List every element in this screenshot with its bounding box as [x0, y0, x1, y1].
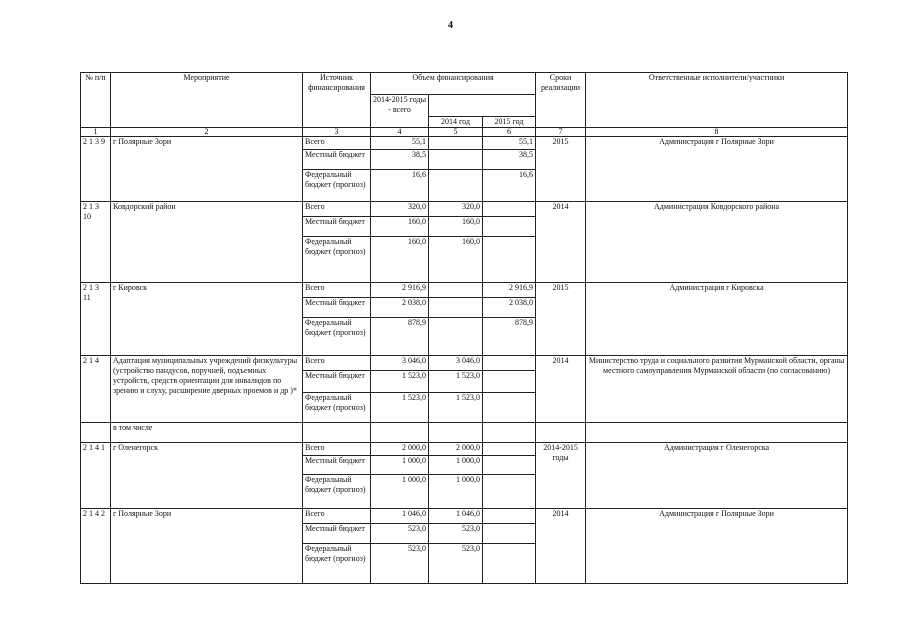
- table-row: [81, 137, 848, 150]
- row-responsible: Министерство труда и социального развития Мурманской области, органы местного самоуправления Мурманской области (по согласованию): [586, 356, 848, 423]
- value-total: 2 038,0: [371, 298, 429, 318]
- row-number: 2 1 3 10: [81, 202, 111, 283]
- value-2015: [483, 443, 536, 456]
- value-2015: [483, 456, 536, 475]
- source-total: Всего: [303, 137, 371, 150]
- value-2015: [483, 544, 536, 584]
- value-total: 160,0: [371, 237, 429, 283]
- value-total: 3 046,0: [371, 356, 429, 371]
- source-total: Всего: [303, 356, 371, 371]
- col-number: 3: [303, 128, 371, 137]
- value-2015: 38,5: [483, 150, 536, 170]
- row-event: Адаптация муниципальных учреждений физкультуры (устройство пандусов, поручней, подъемных устройств, средств ориентации для инвалидов по зрению и слуху, расширение дверных проемов и др )*: [111, 356, 303, 423]
- column-numbers-row: [81, 128, 848, 137]
- row-term: 2015: [536, 283, 586, 356]
- row-term: 2015: [536, 137, 586, 202]
- row-term: 2014: [536, 202, 586, 283]
- value-2015: 2 038,0: [483, 298, 536, 318]
- value-total: 1 046,0: [371, 509, 429, 524]
- col-number: 2: [111, 128, 303, 137]
- source-federal: Федеральный бюджет (прогноз): [303, 237, 371, 283]
- value-2015: [483, 217, 536, 237]
- value-2015: 55,1: [483, 137, 536, 150]
- source-local: Местный бюджет: [303, 217, 371, 237]
- table-row: [81, 356, 848, 371]
- source-total: Всего: [303, 283, 371, 298]
- value-2015: [483, 509, 536, 524]
- value-total: 320,0: [371, 202, 429, 217]
- value-2015: [483, 371, 536, 393]
- blank-cell: [303, 423, 371, 443]
- col-number: 6: [483, 128, 536, 137]
- header-funding: Объем финансирования: [371, 73, 536, 95]
- blank-cell: [483, 423, 536, 443]
- value-total: 38,5: [371, 150, 429, 170]
- header-event: Мероприятие: [111, 73, 303, 128]
- value-2014: 1 000,0: [429, 475, 483, 509]
- value-total: 160,0: [371, 217, 429, 237]
- source-local: Местный бюджет: [303, 298, 371, 318]
- value-2014: 3 046,0: [429, 356, 483, 371]
- col-number: 4: [371, 128, 429, 137]
- header-responsible: Ответственные исполнители/участники: [586, 73, 848, 128]
- page-number: 4: [448, 20, 453, 31]
- header-years-blank: [429, 95, 536, 117]
- value-2015: 2 916,9: [483, 283, 536, 298]
- value-2014: 523,0: [429, 524, 483, 544]
- value-2014: 1 000,0: [429, 456, 483, 475]
- value-2015: 16,6: [483, 170, 536, 202]
- value-2014: [429, 318, 483, 356]
- source-local: Местный бюджет: [303, 456, 371, 475]
- source-federal: Федеральный бюджет (прогноз): [303, 170, 371, 202]
- col-number: 7: [536, 128, 586, 137]
- row-event: г Оленегорск: [111, 443, 303, 509]
- row-event: г Полярные Зори: [111, 137, 303, 202]
- row-responsible: Администрация г Оленегорска: [586, 443, 848, 509]
- blank-cell: [81, 423, 111, 443]
- value-2014: 523,0: [429, 544, 483, 584]
- value-2014: [429, 137, 483, 150]
- value-2015: [483, 524, 536, 544]
- header-terms: Сроки реализации: [536, 73, 586, 128]
- row-number: 2 1 4: [81, 356, 111, 423]
- source-federal: Федеральный бюджет (прогноз): [303, 475, 371, 509]
- row-number: 2 1 4 1: [81, 443, 111, 509]
- row-term: 2014-2015 годы: [536, 443, 586, 509]
- source-total: Всего: [303, 443, 371, 456]
- table-row: [81, 443, 848, 456]
- row-number: 2 1 3 9: [81, 137, 111, 202]
- row-responsible: Администрация Ковдорского района: [586, 202, 848, 283]
- value-total: 878,9: [371, 318, 429, 356]
- header-total: 2014-2015 годы - всего: [371, 95, 429, 128]
- value-total: 1 523,0: [371, 371, 429, 393]
- source-federal: Федеральный бюджет (прогноз): [303, 393, 371, 423]
- blank-cell: [586, 423, 848, 443]
- value-2014: [429, 150, 483, 170]
- value-total: 1 000,0: [371, 456, 429, 475]
- value-2014: 160,0: [429, 237, 483, 283]
- value-2015: 878,9: [483, 318, 536, 356]
- value-2014: 2 000,0: [429, 443, 483, 456]
- source-local: Местный бюджет: [303, 150, 371, 170]
- row-term: 2014: [536, 509, 586, 584]
- header-2015: 2015 год: [483, 117, 536, 128]
- row-event: г Полярные Зори: [111, 509, 303, 584]
- source-local: Местный бюджет: [303, 524, 371, 544]
- row-responsible: Администрация г Полярные Зори: [586, 137, 848, 202]
- table-row: [81, 509, 848, 524]
- blank-cell: [429, 423, 483, 443]
- row-responsible: Администрация г Полярные Зори: [586, 509, 848, 584]
- col-number: 8: [586, 128, 848, 137]
- value-2014: 1 046,0: [429, 509, 483, 524]
- table-row: [81, 423, 848, 443]
- funding-table: [80, 72, 848, 584]
- value-total: 523,0: [371, 524, 429, 544]
- value-total: 1 000,0: [371, 475, 429, 509]
- value-2014: [429, 298, 483, 318]
- value-2014: 1 523,0: [429, 371, 483, 393]
- value-total: 1 523,0: [371, 393, 429, 423]
- value-2015: [483, 356, 536, 371]
- header-source: Источник финансирования: [303, 73, 371, 128]
- value-2014: [429, 283, 483, 298]
- value-2014: [429, 170, 483, 202]
- source-federal: Федеральный бюджет (прогноз): [303, 544, 371, 584]
- value-2014: 160,0: [429, 217, 483, 237]
- row-term: 2014: [536, 356, 586, 423]
- value-2014: 320,0: [429, 202, 483, 217]
- value-total: 16,6: [371, 170, 429, 202]
- value-total: 2 916,9: [371, 283, 429, 298]
- row-number: 2 1 4 2: [81, 509, 111, 584]
- value-total: 55,1: [371, 137, 429, 150]
- header-2014: 2014 год: [429, 117, 483, 128]
- col-number: 5: [429, 128, 483, 137]
- source-total: Всего: [303, 202, 371, 217]
- value-total: 2 000,0: [371, 443, 429, 456]
- source-federal: Федеральный бюджет (прогноз): [303, 318, 371, 356]
- value-2014: 1 523,0: [429, 393, 483, 423]
- source-total: Всего: [303, 509, 371, 524]
- value-2015: [483, 393, 536, 423]
- table-row: [81, 283, 848, 298]
- value-2015: [483, 475, 536, 509]
- value-total: 523,0: [371, 544, 429, 584]
- in-that-number: в том числе: [111, 423, 303, 443]
- row-event: Ковдорский район: [111, 202, 303, 283]
- header-num: № п/п: [81, 73, 111, 128]
- source-local: Местный бюджет: [303, 371, 371, 393]
- row-event: г Кировск: [111, 283, 303, 356]
- row-responsible: Администрация г Кировска: [586, 283, 848, 356]
- value-2015: [483, 202, 536, 217]
- table-row: [81, 202, 848, 217]
- row-number: 2 1 3 11: [81, 283, 111, 356]
- col-number: 1: [81, 128, 111, 137]
- blank-cell: [371, 423, 429, 443]
- blank-cell: [536, 423, 586, 443]
- value-2015: [483, 237, 536, 283]
